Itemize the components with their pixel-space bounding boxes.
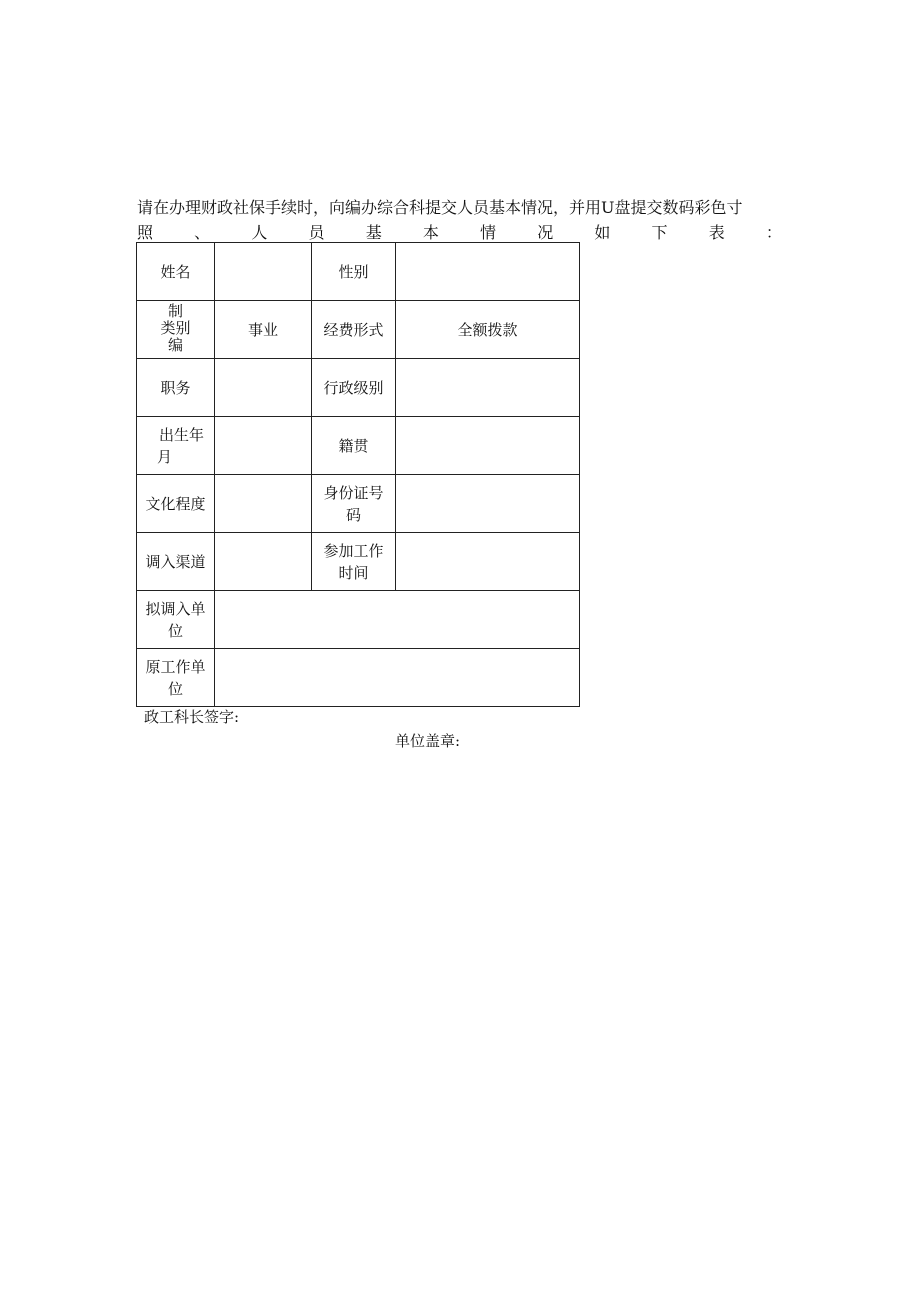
table-row <box>137 649 580 707</box>
education-value[interactable] <box>215 475 312 533</box>
personnel-info-table <box>136 242 580 707</box>
transfer-channel-value[interactable] <box>215 533 312 591</box>
admin-level-label: 行政级别 <box>312 359 396 417</box>
transfer-channel-label: 调入渠道 <box>137 533 215 591</box>
table-row <box>137 359 580 417</box>
staffing-type-label <box>137 301 215 359</box>
id-number-label-line2: 码 <box>345 505 361 524</box>
target-unit-label <box>137 591 215 649</box>
table-row <box>137 475 580 533</box>
table-row <box>137 301 580 359</box>
work-start-value[interactable] <box>396 533 580 591</box>
gender-label: 性别 <box>312 243 396 301</box>
intro-char: 下 <box>651 223 668 242</box>
former-unit-label <box>137 649 215 707</box>
table-row <box>137 417 580 475</box>
intro-line-2 <box>137 222 782 244</box>
staffing-type-label-mid: 类别 <box>160 319 191 337</box>
funding-form-value[interactable]: 全额拨款 <box>396 301 580 359</box>
position-label: 职务 <box>137 359 215 417</box>
birth-date-label <box>137 417 215 475</box>
intro-line-1: 请在办理财政社保手续时，向编办综合科提交人员基本情况，并用U盘提交数码彩色寸 <box>137 198 743 217</box>
table-row <box>137 591 580 649</box>
intro-char: 表 <box>708 223 725 242</box>
birth-date-value[interactable] <box>215 417 312 475</box>
position-value[interactable] <box>215 359 312 417</box>
intro-char: 情 <box>480 223 497 242</box>
staffing-type-label-top: 制 <box>167 302 183 320</box>
intro-char: 员 <box>308 223 325 242</box>
work-start-label <box>312 533 396 591</box>
work-start-label-line1: 参加工作 <box>323 541 384 560</box>
intro-char: 况 <box>537 223 554 242</box>
birth-date-label-line1: 出生年 <box>158 425 204 444</box>
birth-date-label-line2: 月 <box>157 447 173 466</box>
funding-form-label: 经费形式 <box>312 301 396 359</box>
table-row <box>137 243 580 301</box>
staffing-type-value[interactable]: 事业 <box>215 301 312 359</box>
staffing-type-label-bot: 编 <box>167 336 183 354</box>
intro-char: 如 <box>594 223 611 242</box>
work-start-label-line2: 时间 <box>338 563 369 582</box>
id-number-value[interactable] <box>396 475 580 533</box>
target-unit-value[interactable] <box>215 591 580 649</box>
gender-value[interactable] <box>396 243 580 301</box>
intro-char: 、 <box>194 223 211 242</box>
section-chief-signature-label: 政工科长签字: <box>144 708 240 726</box>
name-value[interactable] <box>215 243 312 301</box>
intro-char: 本 <box>422 223 439 242</box>
native-place-label: 籍贯 <box>312 417 396 475</box>
target-unit-label-line2: 位 <box>167 621 183 640</box>
former-unit-label-line1: 原工作单 <box>145 657 206 676</box>
unit-seal-label: 单位盖章: <box>395 732 461 750</box>
intro-char: 照 <box>137 223 154 242</box>
intro-char: 基 <box>365 223 382 242</box>
education-label: 文化程度 <box>137 475 215 533</box>
former-unit-value[interactable] <box>215 649 580 707</box>
id-number-label-line1: 身份证号 <box>323 483 384 502</box>
id-number-label <box>312 475 396 533</box>
target-unit-label-line1: 拟调入单 <box>145 599 206 618</box>
name-label: 姓名 <box>137 243 215 301</box>
native-place-value[interactable] <box>396 417 580 475</box>
admin-level-value[interactable] <box>396 359 580 417</box>
table-row <box>137 533 580 591</box>
former-unit-label-line2: 位 <box>167 679 183 698</box>
intro-char: 人 <box>251 223 268 242</box>
intro-char: ： <box>765 223 782 242</box>
staffing-type-label-stack <box>160 303 190 354</box>
